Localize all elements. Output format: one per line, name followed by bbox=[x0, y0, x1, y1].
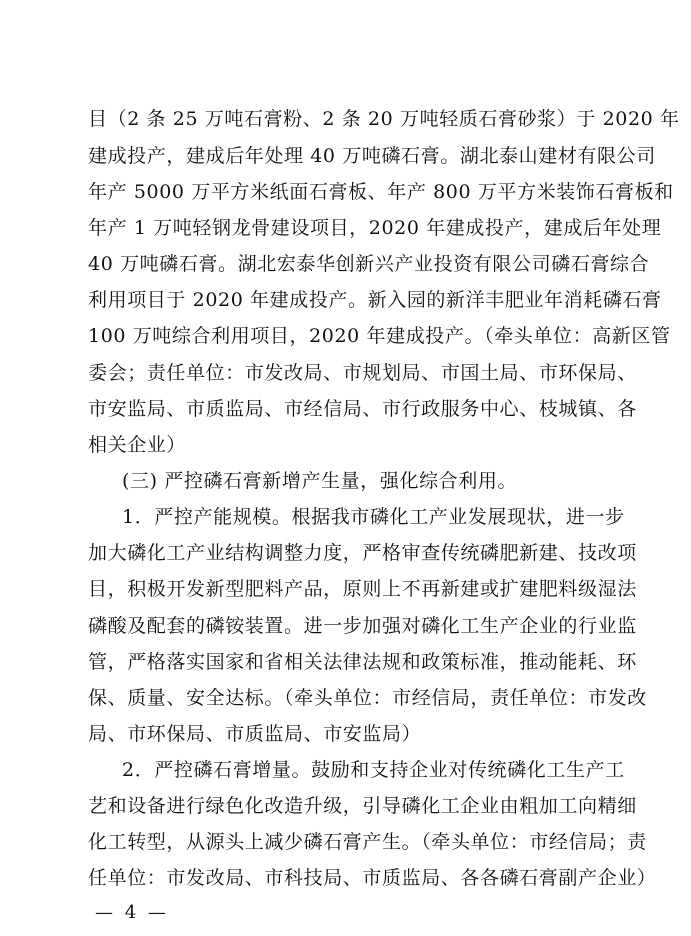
text-line: 40 万吨磷石膏。湖北宏泰华创新兴产业投资有限公司磷石膏综合 bbox=[88, 253, 650, 275]
text-line: 委会；责任单位：市发改局、市规划局、市国土局、市环保局、 bbox=[88, 362, 637, 384]
text-line: 化工转型，从源头上减少磷石膏产生。（牵头单位：市经信局；责 bbox=[88, 831, 647, 853]
text-line: 局、市环保局、市质监局、市安监局） bbox=[88, 723, 422, 745]
text-line: 年产 1 万吨轻钢龙骨建设项目，2020 年建成投产，建成后年处理 bbox=[88, 217, 662, 239]
text-line: 目，积极开发新型肥料产品，原则上不再新建或扩建肥料级湿法 bbox=[88, 578, 637, 600]
text-line: 磷酸及配套的磷铵装置。进一步加强对磷化工生产企业的行业监 bbox=[88, 615, 637, 637]
text-line: 管，严格落实国家和省相关法律法规和政策标准，推动能耗、环 bbox=[88, 651, 637, 673]
text-line: 市安监局、市质监局、市经信局、市行政服务中心、枝城镇、各 bbox=[88, 398, 637, 420]
text-line: 年产 5000 万平方米纸面石膏板、年产 800 万平方米装饰石膏板和 bbox=[88, 181, 674, 203]
text-line: 目（2 条 25 万吨石膏粉、2 条 20 万吨轻质石膏砂浆）于 2020 年 bbox=[88, 108, 680, 130]
text-line: 加大磷化工产业结构调整力度，严格审查传统磷肥新建、技改项 bbox=[88, 542, 637, 564]
text-line: 任单位：市发改局、市科技局、市质监局、各各磷石膏副产企业） bbox=[88, 867, 657, 889]
text-line: 2．严控磷石膏增量。鼓励和支持企业对传统磷化工生产工 bbox=[122, 759, 625, 781]
text-line: 建成投产，建成后年处理 40 万吨磷石膏。湖北泰山建材有限公司 bbox=[88, 145, 656, 167]
text-line: 艺和设备进行绿色化改造升级，引导磷化工企业由粗加工向精细 bbox=[88, 795, 637, 817]
section-heading: (三) 严控磷石膏新增产生量，强化综合利用。 bbox=[122, 470, 518, 492]
text-line: 100 万吨综合利用项目，2020 年建成投产。（牵头单位：高新区管 bbox=[88, 325, 671, 347]
text-line: 1．严控产能规模。根据我市磷化工产业发展现状，进一步 bbox=[122, 506, 625, 528]
text-line: 相关企业） bbox=[88, 434, 187, 456]
text-line: 保、质量、安全达标。（牵头单位：市经信局，责任单位：市发改 bbox=[88, 687, 647, 709]
page-number: — 4 — bbox=[95, 902, 169, 923]
text-line: 利用项目于 2020 年建成投产。新入园的新洋丰肥业年消耗磷石膏 bbox=[88, 289, 662, 311]
